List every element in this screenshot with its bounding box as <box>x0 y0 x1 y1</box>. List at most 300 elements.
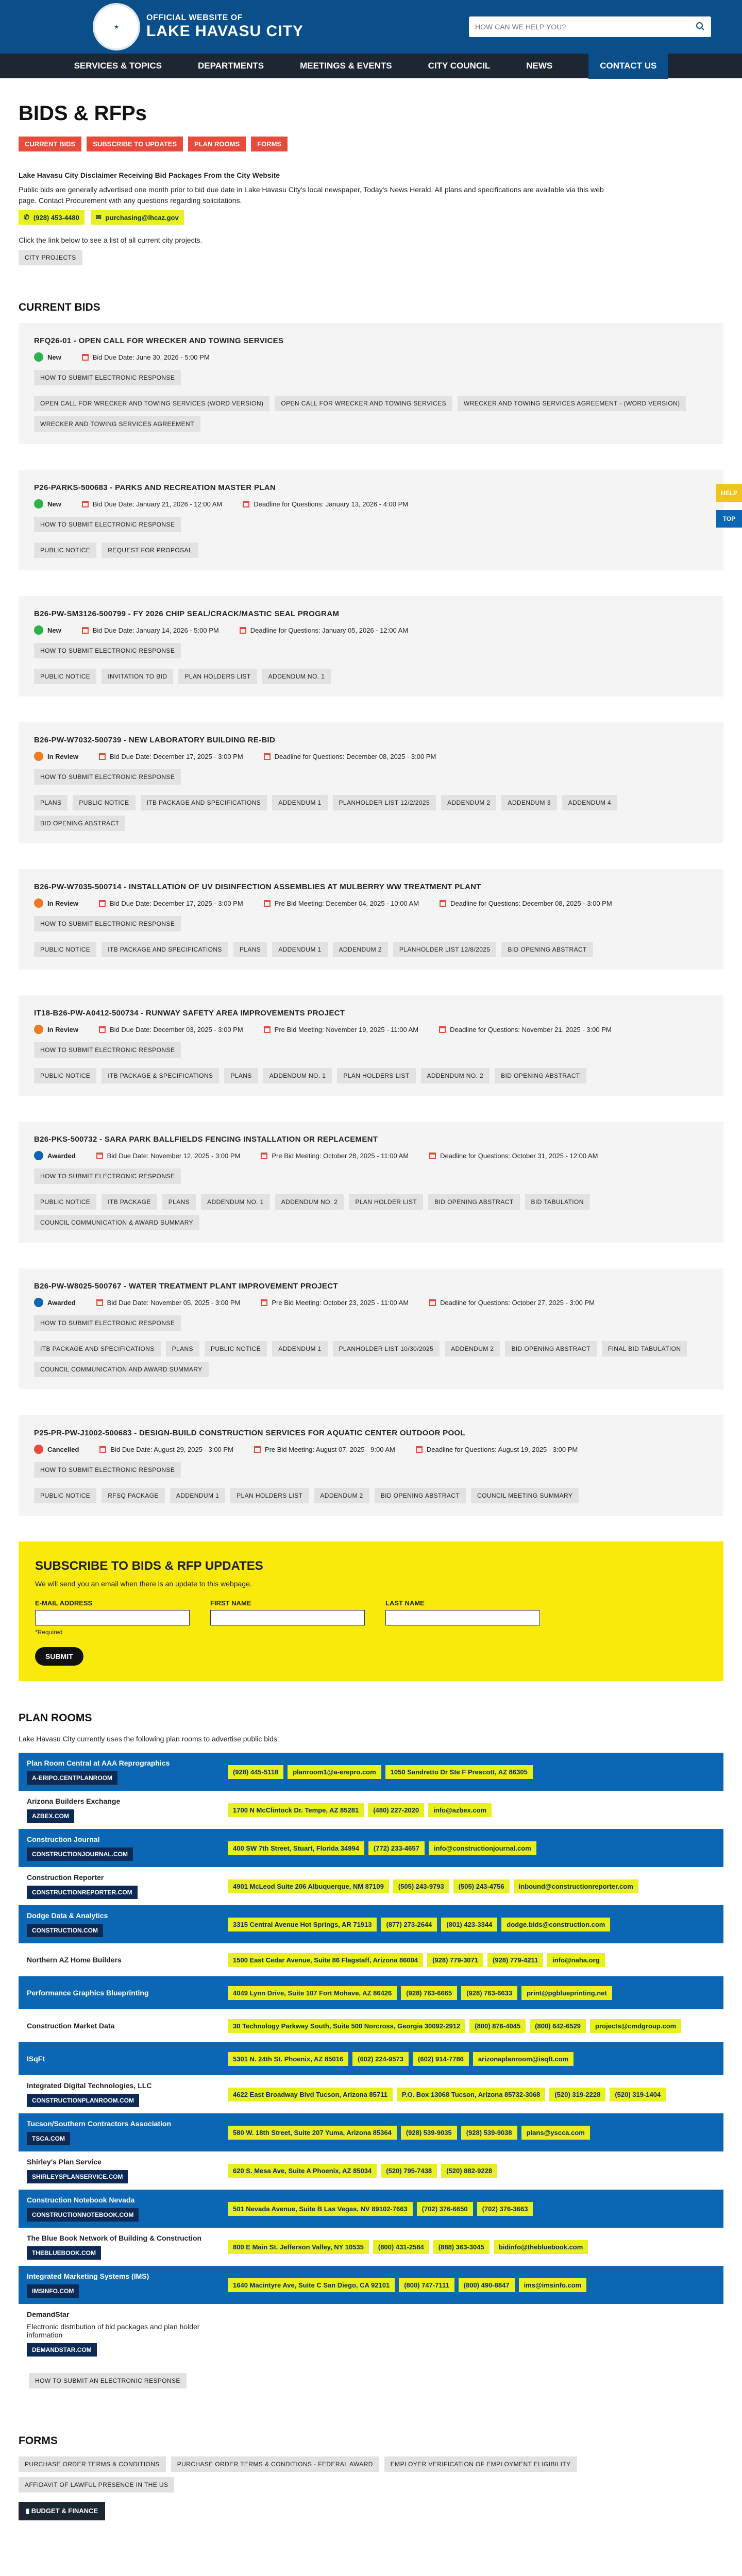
subscribe-heading: SUBSCRIBE TO BIDS & RFP UPDATES <box>35 1559 263 1573</box>
status-label: In Review <box>47 899 78 907</box>
anchor-plan-rooms[interactable]: PLAN ROOMS <box>188 137 246 151</box>
bid-date <box>416 1446 578 1453</box>
document-link[interactable]: PUBLIC NOTICE <box>34 942 96 957</box>
current-bids-heading: CURRENT BIDS <box>19 301 100 313</box>
plan-room-contact[interactable]: (505) 243-9793 <box>393 1879 449 1893</box>
bid-documents <box>34 1341 708 1377</box>
anchor-links <box>19 137 723 151</box>
bid-meta <box>34 1025 708 1034</box>
nav-news[interactable]: NEWS <box>526 61 553 71</box>
email-label: E-MAIL ADDRESS <box>35 1599 93 1607</box>
plan-room-website-link[interactable]: CONSTRUCTIONJOURNAL.COM <box>27 1848 133 1861</box>
how-to-submit-button[interactable]: HOW TO SUBMIT ELECTRONIC RESPONSE <box>34 517 181 532</box>
document-link[interactable]: PUBLIC NOTICE <box>34 1194 96 1210</box>
bid-meta <box>34 1298 708 1307</box>
document-link[interactable]: FINAL BID TABULATION <box>602 1341 687 1357</box>
document-link[interactable]: PUBLIC NOTICE <box>34 543 96 558</box>
plan-room-contact[interactable]: bidinfo@thebluebook.com <box>494 2240 588 2254</box>
bid-card <box>19 1122 723 1243</box>
plan-room-name: Dodge Data & Analytics <box>27 1911 108 1920</box>
document-link[interactable]: ADDENDUM 1 <box>170 1488 225 1503</box>
plan-room-contact[interactable]: (505) 243-4756 <box>453 1879 510 1893</box>
calendar-icon <box>96 1153 103 1159</box>
plan-room-contact[interactable]: 4622 East Broadway Blvd Tucson, Arizona 85711 <box>228 2088 393 2102</box>
document-link[interactable]: ADDENDUM NO. 2 <box>275 1194 344 1210</box>
bid-date <box>82 626 219 634</box>
document-link[interactable]: PLANS <box>233 942 267 957</box>
subscribe-text: We will send you an email when there is an update to this webpage. <box>35 1580 252 1588</box>
status-label: New <box>47 500 61 508</box>
document-link[interactable]: ADDENDUM 2 <box>333 942 388 957</box>
plan-room-contact[interactable]: dodge.bids@construction.com <box>501 1918 610 1931</box>
nav-meetings-events[interactable]: MEETINGS & EVENTS <box>300 61 392 71</box>
document-link[interactable]: PUBLIC NOTICE <box>34 669 96 684</box>
plan-room-name: Plan Room Central at AAA Reprographics <box>27 1759 170 1767</box>
plan-room-contact[interactable]: 30 Technology Parkway South, Suite 500 Norcross, Georgia 30092-2912 <box>228 2019 465 2033</box>
document-link[interactable]: PLAN HOLDERS LIST <box>178 669 257 684</box>
bid-title: B26-PW-W8025-500767 - WATER TREATMENT PLANT IMPROVEMENT PROJECT <box>34 1282 338 1291</box>
budget-finance-button[interactable]: ▮ BUDGET & FINANCE <box>19 2502 105 2520</box>
plan-room-contact[interactable]: 1700 N McClintock Dr. Tempe, AZ 85281 <box>228 1803 364 1817</box>
home-logo-link[interactable] <box>93 3 303 50</box>
plan-room-info <box>19 1905 220 1943</box>
document-link[interactable]: BID OPENING ABSTRACT <box>428 1194 519 1210</box>
disclaimer-heading: Lake Havasu City Disclaimer Receiving Bid Packages From the City Website <box>19 171 280 179</box>
document-link[interactable]: PUBLIC NOTICE <box>34 1488 96 1503</box>
calendar-icon <box>99 900 106 907</box>
bid-documents <box>34 1068 708 1083</box>
plan-room-contact[interactable]: (928) 779-4211 <box>487 1953 543 1967</box>
plan-room-row <box>19 2151 723 2190</box>
document-link[interactable]: PUBLIC NOTICE <box>73 795 135 810</box>
document-link[interactable]: ADDENDUM 2 <box>314 1488 369 1503</box>
plan-room-contacts <box>220 1943 723 1976</box>
plan-room-contact[interactable]: (928) 539-9035 <box>401 2126 457 2140</box>
plan-room-contact[interactable]: (928) 779-3071 <box>427 1953 483 1967</box>
document-link[interactable]: BID TABULATION <box>525 1194 590 1210</box>
bid-documents <box>34 396 708 432</box>
document-link[interactable]: BID OPENING ABSTRACT <box>501 942 593 957</box>
status-dot-icon <box>34 499 43 509</box>
document-link[interactable]: PLANS <box>224 1068 258 1083</box>
calendar-icon <box>416 1446 423 1453</box>
plan-room-name: Performance Graphics Blueprinting <box>27 1989 149 1997</box>
last-name-field[interactable] <box>385 1610 540 1625</box>
plan-room-website-link[interactable]: SHIRLEYSPLANSERVICE.COM <box>27 2170 128 2183</box>
document-link[interactable]: PLANHOLDER LIST 12/8/2025 <box>393 942 497 957</box>
status-dot-icon <box>34 899 43 908</box>
bid-card <box>19 869 723 970</box>
plan-room-contact[interactable]: (520) 319-2228 <box>549 2088 605 2102</box>
plan-room-contact[interactable]: (520) 882-9228 <box>441 2164 497 2178</box>
plan-room-contacts <box>220 1829 723 1867</box>
search-box <box>469 16 711 37</box>
document-link[interactable]: ADDENDUM 1 <box>272 1341 327 1357</box>
how-submit-button[interactable]: HOW TO SUBMIT AN ELECTRONIC RESPONSE <box>29 2373 187 2388</box>
plan-room-website-link[interactable]: DEMANDSTAR.COM <box>27 2343 97 2357</box>
plan-room-contact[interactable]: info@naha.org <box>547 1953 604 1967</box>
document-link[interactable]: ADDENDUM NO. 1 <box>263 1068 332 1083</box>
bid-date-text: Deadline for Questions: October 27, 2025 - 3:00 PM <box>440 1298 595 1307</box>
calendar-icon <box>264 1026 271 1033</box>
bid-date <box>99 1026 243 1033</box>
status-label: New <box>47 353 61 361</box>
document-link[interactable]: ADDENDUM NO. 2 <box>421 1068 490 1083</box>
plan-room-contact[interactable]: (772) 233-4657 <box>368 1841 425 1855</box>
how-to-submit-button[interactable]: HOW TO SUBMIT ELECTRONIC RESPONSE <box>34 1462 181 1478</box>
plan-room-contacts <box>220 1791 723 1829</box>
required-note: *Required <box>35 1629 63 1636</box>
plan-room-contacts <box>220 1976 723 2009</box>
city-projects-button[interactable]: CITY PROJECTS <box>19 250 82 265</box>
calendar-icon <box>439 1026 446 1033</box>
bid-date-text: Deadline for Questions: January 13, 2026 - 4:00 PM <box>254 500 409 508</box>
plan-room-contact[interactable]: 400 SW 7th Street, Stuart, Florida 34994 <box>228 1841 364 1855</box>
bid-date-text: Bid Due Date: December 03, 2025 - 3:00 PM <box>109 1025 243 1033</box>
document-link[interactable]: PLANHOLDER LIST 12/2/2025 <box>333 795 436 810</box>
document-link[interactable]: WRECKER AND TOWING SERVICES AGREEMENT - (WORD VERSION) <box>458 396 686 411</box>
bid-title: IT18-B26-PW-A0412-500734 - RUNWAY SAFETY AREA IMPROVEMENTS PROJECT <box>34 1009 345 1018</box>
calendar-icon <box>264 753 271 760</box>
plan-room-contact[interactable]: 3315 Central Avenue Hot Springs, AR 71913 <box>228 1918 377 1931</box>
plan-room-contact[interactable]: (520) 319-1404 <box>610 2088 666 2102</box>
plan-room-contact[interactable]: 1050 Sandretto Dr Ste F Prescott, AZ 86305 <box>385 1765 533 1779</box>
bid-card <box>19 596 723 697</box>
plan-room-info <box>19 2009 220 2042</box>
first-name-label: FIRST NAME <box>210 1599 251 1607</box>
plan-room-contact[interactable]: (800) 642-6529 <box>530 2019 586 2033</box>
plan-room-contact[interactable]: 1640 Macintyre Ave, Suite C San Diego, CA 92101 <box>228 2278 395 2292</box>
plan-room-contact[interactable]: (800) 876-4045 <box>469 2019 526 2033</box>
bookmark-icon: ▮ <box>26 2507 31 2515</box>
status-label: Cancelled <box>47 1445 79 1453</box>
bid-date-text: Pre Bid Meeting: October 28, 2025 - 11:00 AM <box>272 1151 409 1160</box>
bid-meta <box>34 899 708 908</box>
plan-room-contact[interactable]: (800) 490-8847 <box>459 2278 515 2292</box>
bid-date-text: Pre Bid Meeting: October 23, 2025 - 11:00 AM <box>272 1298 409 1307</box>
plan-room-contact[interactable]: info@constructionjournal.com <box>429 1841 536 1855</box>
nav-departments[interactable]: DEPARTMENTS <box>197 61 264 71</box>
plan-room-contact[interactable]: (702) 376-3663 <box>477 2202 533 2216</box>
document-link[interactable]: PLAN HOLDERS LIST <box>230 1488 309 1503</box>
plan-room-row <box>19 2042 723 2075</box>
plan-room-name: ISqFt <box>27 2055 45 2063</box>
plan-room-info <box>19 1753 220 1791</box>
bid-meta <box>34 752 708 761</box>
document-link[interactable]: OPEN CALL FOR WRECKER AND TOWING SERVICES (WORD VERSION) <box>34 396 269 411</box>
calendar-icon <box>261 1299 267 1306</box>
bids-list <box>19 323 723 1516</box>
bid-documents <box>34 1194 708 1230</box>
bid-date-text: Deadline for Questions: December 08, 2025 - 3:00 PM <box>274 752 436 760</box>
status-badge <box>34 1445 79 1454</box>
plan-room-contacts <box>220 2304 723 2363</box>
status-badge <box>34 1298 76 1307</box>
document-link[interactable]: ITB PACKAGE AND SPECIFICATIONS <box>141 795 267 810</box>
document-link[interactable]: PLAN HOLDER LIST <box>349 1194 423 1210</box>
procurement-contact <box>19 210 723 225</box>
document-link[interactable]: COUNCIL COMMUNICATION & AWARD SUMMARY <box>34 1215 199 1230</box>
nav-services-topics[interactable]: SERVICES & TOPICS <box>74 61 162 71</box>
form-link[interactable]: PURCHASE ORDER TERMS & CONDITIONS <box>19 2456 166 2472</box>
back-to-top-button[interactable]: TOP <box>716 510 742 528</box>
plan-room-website-link[interactable]: AZBEX.COM <box>27 1809 74 1823</box>
plan-room-contact[interactable]: (928) 763-6633 <box>461 1986 517 2000</box>
plan-room-contact[interactable]: inbound@constructionreporter.com <box>514 1879 638 1893</box>
document-link[interactable]: PLAN HOLDERS LIST <box>337 1068 415 1083</box>
plan-room-info <box>19 1943 220 1976</box>
plan-room-contact[interactable]: 4049 Lynn Drive, Suite 107 Fort Mohave, AZ 86426 <box>228 1986 397 2000</box>
bid-date <box>99 753 243 760</box>
search-input[interactable] <box>475 23 696 31</box>
bid-date <box>82 353 210 361</box>
bid-date <box>99 1446 233 1453</box>
plan-rooms-list <box>19 1753 723 2363</box>
plan-room-info <box>19 2304 220 2363</box>
bid-meta <box>34 352 708 362</box>
plan-room-contact[interactable]: 4901 McLeod Suite 206 Albuquerque, NM 87109 <box>228 1879 389 1893</box>
plan-room-contact[interactable]: (928) 539-9038 <box>461 2126 517 2140</box>
plan-room-row <box>19 1976 723 2009</box>
how-to-submit-button[interactable]: HOW TO SUBMIT ELECTRONIC RESPONSE <box>34 916 181 931</box>
plan-room-contact[interactable]: (888) 363-3045 <box>433 2240 490 2254</box>
plan-room-website-link[interactable]: A-ERIPO.CENTPLANROOM <box>27 1771 117 1785</box>
plan-room-contact[interactable]: 800 E Main St. Jefferson Valley, NY 10535 <box>228 2240 369 2254</box>
bid-meta <box>34 1445 708 1454</box>
calendar-icon <box>99 753 106 760</box>
how-to-submit-button[interactable]: HOW TO SUBMIT ELECTRONIC RESPONSE <box>34 1168 181 1184</box>
plan-room-website-link[interactable]: IMSINFO.COM <box>27 2284 79 2298</box>
plan-room-contacts <box>220 2042 723 2075</box>
first-name-field[interactable] <box>210 1610 365 1625</box>
phone-link[interactable]: ✆ (928) 453-4480 <box>19 210 85 225</box>
plan-room-info <box>19 2151 220 2190</box>
plan-room-website-link[interactable]: CONSTRUCTIONNOTEBOOK.COM <box>27 2208 139 2222</box>
plan-room-name: Construction Journal <box>27 1835 100 1843</box>
document-link[interactable]: ADDENDUM 3 <box>501 795 556 810</box>
bid-date-text: Bid Due Date: November 12, 2025 - 3:00 PM <box>107 1151 241 1160</box>
nav-contact-us[interactable]: CONTACT US <box>588 53 668 79</box>
bid-date <box>439 1026 612 1033</box>
plan-room-row <box>19 1791 723 1829</box>
nav-city-council[interactable]: CITY COUNCIL <box>428 61 491 71</box>
document-link[interactable]: BID OPENING ABSTRACT <box>34 816 125 831</box>
document-link[interactable]: ADDENDUM 2 <box>441 795 496 810</box>
plan-room-contact[interactable]: (800) 747-7111 <box>399 2278 454 2292</box>
bid-date <box>264 900 419 907</box>
plan-room-row <box>19 2304 723 2363</box>
bid-title: P26-PARKS-500683 - PARKS AND RECREATION MASTER PLAN <box>34 483 276 492</box>
mail-icon: ✉ <box>95 213 102 221</box>
document-link[interactable]: PLANS <box>166 1341 199 1357</box>
document-link[interactable]: ITB PACKAGE <box>102 1194 157 1210</box>
calendar-icon <box>429 1153 436 1159</box>
bid-date-text: Deadline for Questions: December 08, 2025 - 3:00 PM <box>450 899 612 907</box>
plan-room-contact[interactable]: print@pgblueprinting.net <box>521 1986 612 2000</box>
document-link[interactable]: ITB PACKAGE AND SPECIFICATIONS <box>102 942 228 957</box>
bid-documents <box>34 942 708 957</box>
calendar-icon <box>440 900 446 907</box>
document-link[interactable]: ADDENDUM NO. 1 <box>262 669 331 684</box>
plan-room-name: Arizona Builders Exchange <box>27 1797 121 1805</box>
how-to-submit-button[interactable]: HOW TO SUBMIT ELECTRONIC RESPONSE <box>34 1315 181 1331</box>
document-link[interactable]: COUNCIL MEETING SUMMARY <box>471 1488 579 1503</box>
document-link[interactable]: ADDENDUM 2 <box>445 1341 500 1357</box>
how-to-submit-button[interactable]: HOW TO SUBMIT ELECTRONIC RESPONSE <box>34 769 181 785</box>
document-link[interactable]: ADDENDUM 1 <box>272 942 327 957</box>
plan-room-contact[interactable]: arizonaplanroom@isqft.com <box>473 2052 574 2066</box>
document-link[interactable]: BID OPENING ABSTRACT <box>495 1068 586 1083</box>
how-to-submit-button[interactable]: HOW TO SUBMIT ELECTRONIC RESPONSE <box>34 370 181 385</box>
subscribe-submit-button[interactable]: SUBMIT <box>35 1647 83 1666</box>
bid-card <box>19 995 723 1096</box>
plan-room-contact[interactable]: 501 Nevada Avenue, Suite B Las Vegas, NV 89102-7663 <box>228 2202 413 2216</box>
plan-room-contact[interactable]: info@azbex.com <box>428 1803 492 1817</box>
plan-room-contact[interactable]: P.O. Box 13068 Tucson, Arizona 85732-3068 <box>397 2088 546 2102</box>
bid-date <box>261 1152 409 1160</box>
document-link[interactable]: PUBLIC NOTICE <box>34 1068 96 1083</box>
plan-room-info <box>19 1976 220 2009</box>
plan-room-contact[interactable]: (928) 763-6665 <box>401 1986 457 2000</box>
plan-room-website-link[interactable]: CONSTRUCTIONPLANROOM.COM <box>27 2094 139 2107</box>
plan-room-info <box>19 2042 220 2075</box>
email-field[interactable] <box>35 1610 190 1625</box>
status-label: In Review <box>47 1025 78 1033</box>
document-link[interactable]: RFSQ PACKAGE <box>102 1488 165 1503</box>
document-link[interactable]: ADDENDUM 4 <box>562 795 617 810</box>
document-link[interactable]: PLANS <box>162 1194 196 1210</box>
plan-room-row <box>19 2190 723 2228</box>
plan-room-name: Construction Reporter <box>27 1873 104 1882</box>
bid-date <box>240 626 408 634</box>
status-badge <box>34 352 61 362</box>
status-dot-icon <box>34 625 43 635</box>
how-to-submit-button[interactable]: HOW TO SUBMIT ELECTRONIC RESPONSE <box>34 1042 181 1058</box>
plan-room-contacts <box>220 2009 723 2042</box>
how-to-submit-button[interactable]: HOW TO SUBMIT ELECTRONIC RESPONSE <box>34 643 181 658</box>
form-link[interactable]: PURCHASE ORDER TERMS & CONDITIONS - FEDERAL AWARD <box>171 2456 379 2472</box>
main-nav <box>0 54 742 78</box>
anchor-current-bids[interactable]: CURRENT BIDS <box>19 137 81 151</box>
plan-room-contact[interactable]: (602) 914-7786 <box>413 2052 469 2066</box>
bid-date <box>96 1299 241 1307</box>
status-dot-icon <box>34 752 43 761</box>
plan-room-contact[interactable]: (702) 376-6650 <box>417 2202 473 2216</box>
plan-room-contact[interactable]: (480) 227-2020 <box>368 1803 424 1817</box>
help-button[interactable]: HELP <box>716 484 742 502</box>
document-link[interactable]: BID OPENING ABSTRACT <box>375 1488 466 1503</box>
plan-room-contact[interactable]: 620 S. Mesa Ave, Suite A Phoenix, AZ 85034 <box>228 2164 377 2178</box>
bid-date-text: Bid Due Date: December 17, 2025 - 3:00 PM <box>109 752 243 760</box>
bid-documents <box>34 1488 708 1503</box>
anchor-forms[interactable]: FORMS <box>251 137 288 151</box>
plan-room-website-link[interactable]: CONSTRUCTIONREPORTER.COM <box>27 1886 138 1899</box>
document-link[interactable]: REQUEST FOR PROPOSAL <box>102 543 198 558</box>
plan-room-website-link[interactable]: TSCA.COM <box>27 2132 70 2145</box>
anchor-subscribe[interactable]: SUBSCRIBE TO UPDATES <box>87 137 183 151</box>
brand-title: LAKE HAVASU CITY <box>146 23 303 40</box>
document-link[interactable]: PUBLIC NOTICE <box>205 1341 267 1357</box>
bid-card <box>19 1268 723 1389</box>
plan-room-note: Electronic distribution of bid packages and plan holder information <box>27 2323 200 2339</box>
bid-title: P25-PR-PW-J1002-500683 - DESIGN-BUILD CONSTRUCTION SERVICES FOR AQUATIC CENTER OUTDOOR POOL <box>34 1429 465 1437</box>
plan-room-contact[interactable]: projects@cmdgroup.com <box>590 2019 681 2033</box>
status-label: Awarded <box>47 1151 76 1160</box>
document-link[interactable]: ADDENDUM NO. 1 <box>201 1194 270 1210</box>
plan-room-contact[interactable]: planroom1@a-erepro.com <box>288 1765 381 1779</box>
status-dot-icon <box>34 1298 43 1307</box>
document-link[interactable]: BID OPENING ABSTRACT <box>505 1341 596 1357</box>
plan-room-contact[interactable]: ims@imsinfo.com <box>519 2278 587 2292</box>
bid-date-text: Pre Bid Meeting: December 04, 2025 - 10:00 AM <box>274 899 419 907</box>
plan-room-contact[interactable]: 1500 East Cedar Avenue, Suite 86 Flagstaff, Arizona 86004 <box>228 1953 423 1967</box>
status-badge <box>34 752 78 761</box>
plan-room-website-link[interactable]: CONSTRUCTION.COM <box>27 1924 103 1937</box>
plan-room-info <box>19 1791 220 1829</box>
status-badge <box>34 1025 78 1034</box>
bid-date <box>264 1026 418 1033</box>
bid-date <box>440 900 612 907</box>
calendar-icon <box>99 1026 106 1033</box>
form-link[interactable]: EMPLOYER VERIFICATION OF EMPLOYMENT ELIGIBILITY <box>384 2456 577 2472</box>
plan-room-contact[interactable]: (520) 795-7438 <box>381 2164 437 2178</box>
page-title: BIDS & RFPs <box>19 102 147 125</box>
bid-date-text: Bid Due Date: January 21, 2026 - 12:00 AM <box>92 500 223 508</box>
bid-meta <box>34 499 708 509</box>
calendar-icon <box>254 1446 261 1453</box>
bid-title: RFQ26-01 - OPEN CALL FOR WRECKER AND TOWING SERVICES <box>34 336 284 345</box>
plan-room-name: Construction Market Data <box>27 2022 115 2030</box>
plan-room-name: Shirley's Plan Service <box>27 2158 102 2166</box>
plan-room-contacts <box>220 2151 723 2190</box>
plan-room-contacts <box>220 2075 723 2113</box>
plan-room-website-link[interactable]: THEBLUEBOOK.COM <box>27 2246 101 2260</box>
bid-title: B26-PW-W7035-500714 - INSTALLATION OF UV DISINFECTION ASSEMBLIES AT MULBERRY WW TREATMENT PLANT <box>34 883 481 891</box>
document-link[interactable]: INVITATION TO BID <box>102 669 173 684</box>
plan-room-contact[interactable]: (801) 423-3344 <box>441 1918 497 1931</box>
document-link[interactable]: ADDENDUM 1 <box>272 795 327 810</box>
document-link[interactable]: PLANS <box>34 795 68 810</box>
calendar-icon <box>429 1299 436 1306</box>
form-link[interactable]: AFFIDAVIT OF LAWFUL PRESENCE IN THE US <box>19 2477 174 2493</box>
bid-date-text: Deadline for Questions: November 21, 2025 - 3:00 PM <box>450 1025 612 1033</box>
plan-room-contacts <box>220 2266 723 2304</box>
document-link[interactable]: COUNCIL COMMUNICATION AND AWARD SUMMARY <box>34 1362 209 1377</box>
search-icon[interactable] <box>696 22 705 32</box>
plan-room-contact[interactable]: (800) 431-2584 <box>373 2240 429 2254</box>
plan-room-contact[interactable]: (928) 445-5118 <box>228 1765 283 1779</box>
plan-room-contacts <box>220 1753 723 1791</box>
plan-room-contact[interactable]: plans@yscca.com <box>521 2126 590 2140</box>
bid-card <box>19 1415 723 1516</box>
document-link[interactable]: ITB PACKAGE & SPECIFICATIONS <box>102 1068 219 1083</box>
document-link[interactable]: PLANHOLDER LIST 10/30/2025 <box>333 1341 440 1357</box>
phone-icon: ✆ <box>24 213 29 221</box>
plan-room-row <box>19 2075 723 2113</box>
plan-room-contact[interactable]: 5301 N. 24th St. Phoenix, AZ 85016 <box>228 2052 348 2066</box>
email-link[interactable]: ✉ purchasing@lhcaz.gov <box>91 210 184 225</box>
bid-date <box>99 900 243 907</box>
document-link[interactable]: ITB PACKAGE AND SPECIFICATIONS <box>34 1341 161 1357</box>
subscribe-panel <box>19 1541 723 1681</box>
plan-room-contact[interactable]: 580 W. 18th Street, Suite 207 Yuma, Arizona 85364 <box>228 2126 397 2140</box>
plan-room-contact[interactable]: (877) 273-2644 <box>381 1918 437 1931</box>
forms-list <box>19 2456 668 2493</box>
document-link[interactable]: WRECKER AND TOWING SERVICES AGREEMENT <box>34 416 200 432</box>
bid-date-text: Deadline for Questions: January 05, 2026 - 12:00 AM <box>250 626 409 634</box>
plan-room-contact[interactable]: (602) 224-9573 <box>352 2052 409 2066</box>
document-link[interactable]: OPEN CALL FOR WRECKER AND TOWING SERVICES <box>275 396 452 411</box>
